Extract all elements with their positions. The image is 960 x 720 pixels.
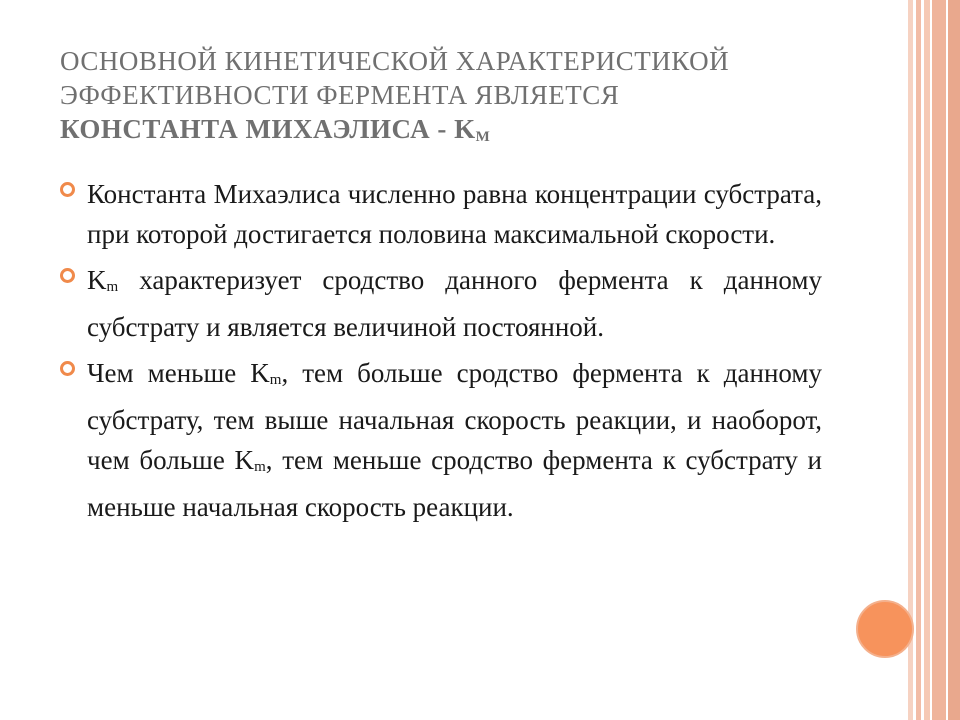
stripe-4: [932, 0, 946, 720]
stripe-5: [948, 0, 960, 720]
bullet-item-1: [60, 174, 822, 254]
bullet-2-text: характеризует сродство данного фермента к данному субстрату и является величиной постоянной.: [87, 265, 822, 342]
bullet-1-text: Константа Михаэлиса численно равна концентрации субстрата, при которой достигается половина максимальной скорости.: [87, 179, 822, 249]
circle-bullet-icon: [60, 268, 75, 283]
bullet-3-text-a: Чем меньше K: [87, 358, 270, 388]
slide-content: [60, 174, 822, 533]
title-line-2: ЭФФЕКТИВНОСТИ ФЕРМЕНТА ЯВЛЯЕТСЯ: [60, 80, 620, 110]
km-subscript: m: [254, 459, 266, 475]
slide-title: [60, 44, 840, 154]
km-subscript: m: [269, 372, 282, 388]
circle-bullet-icon: [60, 182, 75, 197]
bullet-3-text-c: , тем меньше сродство фермента к субстрату и меньше начальная скорость реакции.: [87, 445, 822, 522]
circle-bullet-icon: [60, 361, 75, 376]
stripe-2: [916, 0, 921, 720]
title-line-3-sub: М: [475, 129, 491, 145]
stripe-3: [924, 0, 930, 720]
km-subscript: m: [106, 279, 119, 295]
decorative-orange-circle: [856, 600, 914, 658]
decorative-stripes: [908, 0, 960, 720]
bullet-item-3: [60, 353, 822, 527]
km-symbol: K: [87, 265, 107, 295]
bullet-3-text-b: , тем больше сродство фермента к данному субстрату, тем выше начальная скорость реакции, и наоборот, чем больше K: [87, 358, 822, 475]
bullet-item-2: [60, 260, 822, 347]
title-line-3-main: КОНСТАНТА МИХАЭЛИСА - K: [60, 114, 476, 144]
title-line-3: [60, 112, 840, 154]
title-line-1: ОСНОВНОЙ КИНЕТИЧЕСКОЙ ХАРАКТЕРИСТИКОЙ: [60, 46, 730, 76]
